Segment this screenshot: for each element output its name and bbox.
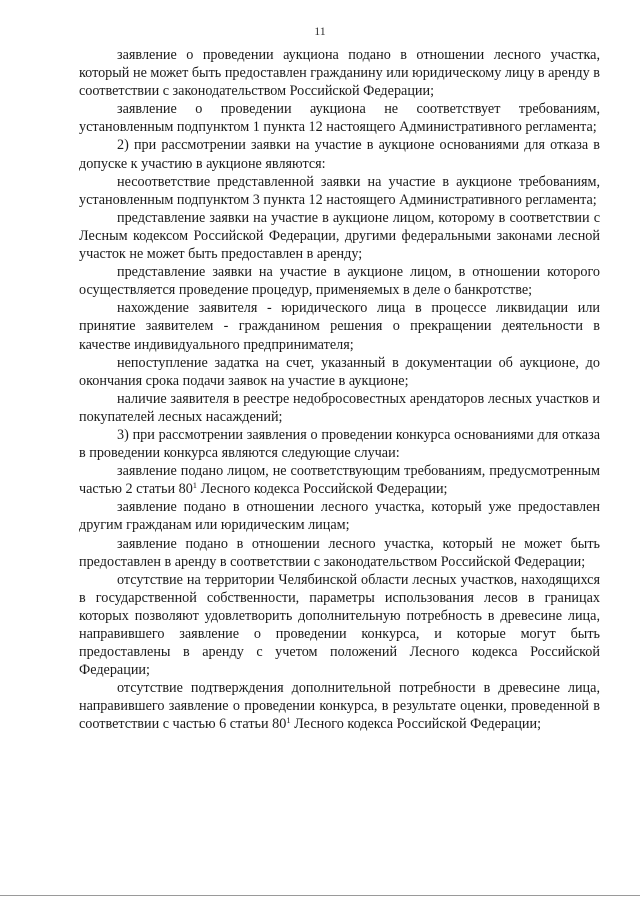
paragraph-15: [79, 679, 600, 733]
page-number: 11: [314, 24, 326, 38]
paragraph-1: заявление о проведении аукциона подано в отношении лесного участка, который не может быть предоставлен гражданину или юридическому лицу в аренду в соответствии с законодательством Российской Федерации;: [79, 47, 600, 100]
paragraph-11-text-end: Лесного кодекса Российской Федерации;: [197, 481, 448, 498]
paragraph-5: представление заявки на участие в аукционе лицом, которому в соответствии с Лесным кодексом Российской Федерации, другими федеральными законами лесной участок не может быть предоставлен в аренду;: [79, 209, 600, 263]
paragraph-11-superscript: 1: [192, 480, 198, 491]
paragraph-10: 3) при рассмотрении заявления о проведении конкурса основаниями для отказа в проведении конкурса являются следующие случаи:: [79, 426, 600, 462]
paragraph-14: отсутствие на территории Челябинской области лесных участков, находящихся в государственной собственности, параметры использования лесов в границах которых позволяют удовлетворить дополнительную потребность в древесине лица, направившего заявление о проведении конкурса, и которые могут быть предоставлены в аренду с учетом положений Лесного кодекса Российской Федерации;: [79, 571, 600, 679]
paragraph-13: заявление подано в отношении лесного участка, который не может быть предоставлен в аренду в соответствии с законодательством Российской Федерации;: [79, 535, 600, 570]
paragraph-11: [79, 462, 600, 498]
paragraph-15-superscript: 1: [286, 715, 291, 726]
paragraph-3: 2) при рассмотрении заявки на участие в аукционе основаниями для отказа в допуске к участию в аукционе являются:: [79, 137, 600, 172]
paragraph-9: наличие заявителя в реестре недобросовестных арендаторов лесных участков и покупателей лесных насаждений;: [79, 390, 600, 425]
paragraph-8: непоступление задатка на счет, указанный в документации об аукционе, до окончания срока подачи заявок на участие в аукционе;: [79, 354, 600, 389]
paragraph-2: заявление о проведении аукциона не соответствует требованиям, установленным подпунктом 1 пункта 12 настоящего Административного регламента;: [79, 101, 600, 136]
paragraph-7: нахождение заявителя - юридического лица в процессе ликвидации или принятие заявителем - гражданином решения о прекращении деятельности в качестве индивидуального предпринимателя;: [79, 300, 600, 353]
paragraph-6: представление заявки на участие в аукционе лицом, в отношении которого осуществляется проведение процедур, применяемых в деле о банкротстве;: [79, 264, 600, 299]
paragraph-4: несоответствие представленной заявки на участие в аукционе требованиям, установленным подпунктом 3 пункта 12 настоящего Административного регламента;: [79, 173, 600, 208]
paragraph-15-text: отсутствие подтверждения дополнительной потребности в древесине лица, направившего заявление о проведении конкурса, в результате оценки, проведенной в соответствии с частью 6 статьи 80: [79, 680, 600, 733]
paragraph-11-text: заявление подано лицом, не соответствующим требованиям, предусмотренным частью 2 статьи 80: [79, 463, 600, 498]
scan-edge-line: [0, 895, 640, 896]
document-body: [79, 46, 600, 734]
paragraph-12: заявление подано в отношении лесного участка, который уже предоставлен другим гражданам или юридическим лицам;: [79, 499, 600, 534]
paragraph-15-text-end: Лесного кодекса Российской Федерации;: [290, 716, 542, 733]
